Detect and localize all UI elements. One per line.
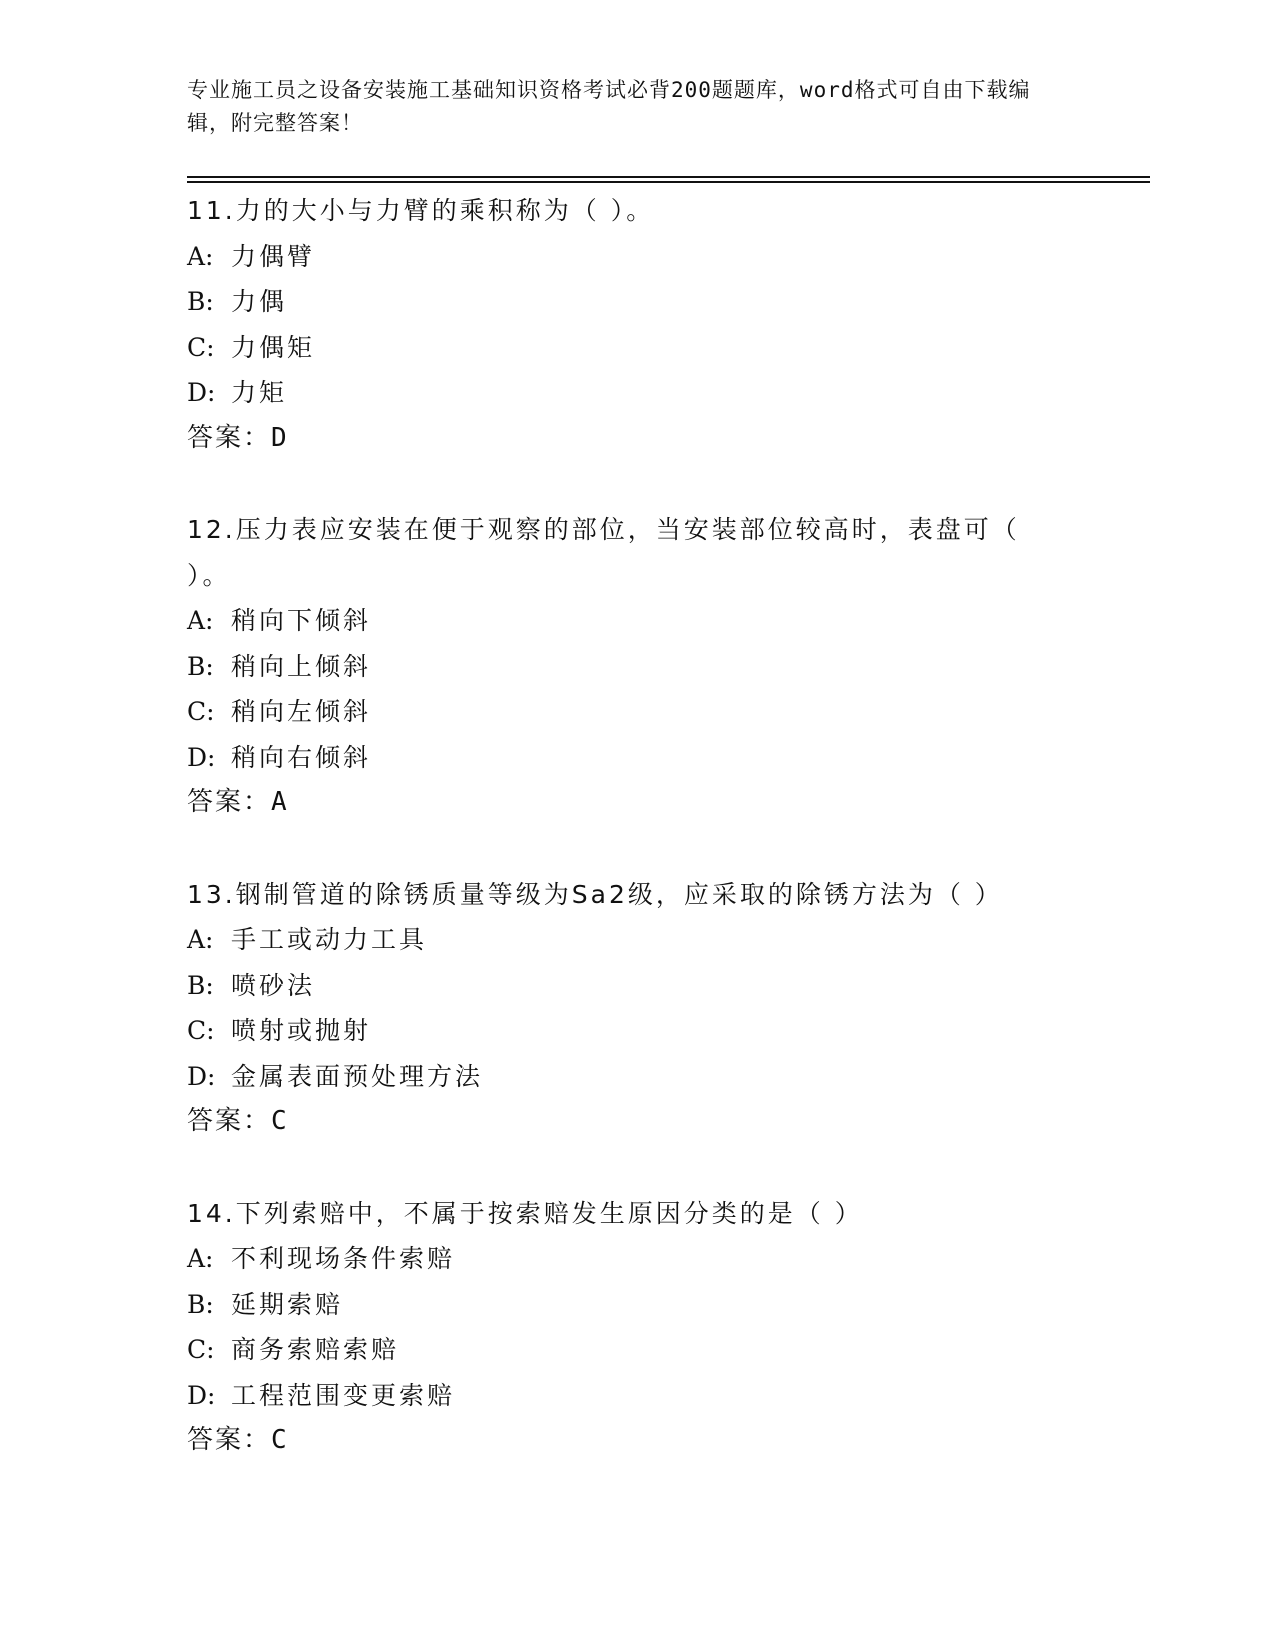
option-b <box>187 644 1067 690</box>
option-c <box>187 1008 1067 1054</box>
option-text: 稍向上倾斜 <box>231 651 372 681</box>
option-label: D: <box>187 378 216 407</box>
option-text: 力偶矩 <box>231 332 316 362</box>
option-text: 稍向左倾斜 <box>231 697 372 726</box>
option-label: A: <box>187 241 214 271</box>
option-text: 力偶臂 <box>231 241 316 271</box>
option-b <box>187 1282 1067 1328</box>
document-header <box>187 74 1067 140</box>
question-11 <box>187 188 1067 461</box>
option-label: A: <box>187 1244 214 1273</box>
answer-line <box>187 416 1067 462</box>
option-a <box>187 917 1067 963</box>
option-c <box>187 689 1067 735</box>
option-b <box>187 279 1067 325</box>
option-label: B: <box>187 287 214 316</box>
answer-value: C <box>271 1106 288 1136</box>
answer-prefix: 答案： <box>187 787 272 817</box>
option-c <box>187 1327 1067 1373</box>
option-d <box>187 370 1067 416</box>
answer-value: C <box>271 1425 288 1455</box>
document-title: 专业施工员之设备安装施工基础知识资格考试必背200题题库，word格式可自由下载编辑，附完整答案！ <box>187 78 1031 135</box>
answer-prefix: 答案： <box>187 422 272 453</box>
question-stem: 12.压力表应安装在便于观察的部位，当安装部位较高时，表盘可（ ）。 <box>187 515 1020 590</box>
question-13 <box>187 872 1067 1145</box>
answer-value: D <box>271 422 288 453</box>
option-label: B: <box>187 970 214 1000</box>
option-a <box>187 598 1067 644</box>
option-label: C: <box>187 1335 215 1364</box>
question-14 <box>187 1191 1067 1464</box>
option-label: B: <box>187 651 214 681</box>
option-d <box>187 1373 1067 1419</box>
answer-line <box>187 1099 1067 1145</box>
option-text: 稍向下倾斜 <box>231 606 372 635</box>
answer-prefix: 答案： <box>187 1425 272 1455</box>
option-c <box>187 325 1067 371</box>
option-a <box>187 234 1067 280</box>
option-label: D: <box>187 1380 216 1410</box>
answer-prefix: 答案： <box>187 1106 272 1136</box>
question-12 <box>187 507 1067 826</box>
option-label: C: <box>187 697 215 726</box>
option-b <box>187 963 1067 1009</box>
option-a <box>187 1236 1067 1282</box>
option-label: D: <box>187 742 216 772</box>
answer-line <box>187 780 1067 826</box>
option-label: A: <box>187 925 214 954</box>
header-divider-top <box>187 176 1150 178</box>
question-stem: 11.力的大小与力臂的乘积称为（ ）。 <box>187 196 655 225</box>
answer-line <box>187 1418 1067 1464</box>
option-text: 不利现场条件索赔 <box>231 1244 456 1273</box>
option-text: 力偶 <box>231 287 288 316</box>
option-text: 手工或动力工具 <box>231 925 428 954</box>
option-text: 金属表面预处理方法 <box>231 1061 484 1091</box>
option-label: C: <box>187 1016 215 1045</box>
option-text: 延期索赔 <box>231 1289 344 1319</box>
option-label: D: <box>187 1061 216 1091</box>
option-d <box>187 735 1067 781</box>
option-text: 工程范围变更索赔 <box>231 1380 456 1410</box>
answer-value: A <box>271 787 288 817</box>
question-list <box>187 188 1067 1510</box>
question-stem: 14.下列索赔中，不属于按索赔发生原因分类的是（ ） <box>187 1198 863 1228</box>
option-text: 力矩 <box>231 378 288 407</box>
header-divider-bottom <box>187 181 1150 183</box>
option-text: 喷射或抛射 <box>231 1016 372 1045</box>
option-label: B: <box>187 1289 214 1319</box>
option-label: C: <box>187 332 215 362</box>
option-label: A: <box>187 606 214 635</box>
option-text: 稍向右倾斜 <box>231 742 372 772</box>
option-text: 喷砂法 <box>231 970 316 1000</box>
option-d <box>187 1054 1067 1100</box>
question-stem: 13.钢制管道的除锈质量等级为Sa2级，应采取的除锈方法为（ ） <box>187 879 1003 909</box>
option-text: 商务索赔索赔 <box>231 1335 400 1364</box>
